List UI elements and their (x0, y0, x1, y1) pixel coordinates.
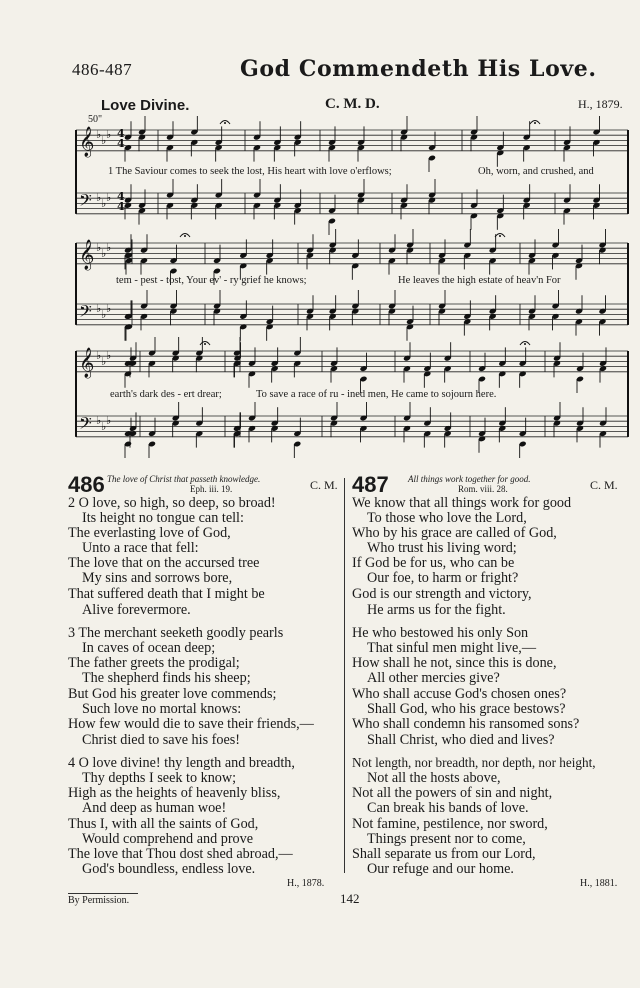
verse-line: 2 O love, so high, so deep, so broad! (68, 495, 276, 511)
verse-line: Things present nor to come, (367, 831, 526, 847)
verse-line: The father greets the prodigal; (68, 655, 240, 671)
verse-line: Unto a race that fell: (82, 540, 199, 556)
verse-line: Not famine, pestilence, nor sword, (352, 816, 548, 832)
lyric-system-3-b: To save a race of ru - ined men, He came to sojourn here. (256, 389, 497, 400)
verse-line: The love that on the accursed tree (68, 555, 260, 571)
verse-line: He arms us for the fight. (367, 602, 506, 618)
flat-icon: ♭ (96, 191, 102, 204)
time-signature: 4 (117, 190, 125, 203)
time-signature: 4 (117, 200, 125, 213)
hymn-487-meter: C. M. (590, 478, 618, 492)
verse-line: If God be for us, who can be (352, 555, 515, 571)
verse-line: Who trust his living word; (367, 540, 517, 556)
verse-line: Not all the powers of sin and night, (352, 785, 553, 801)
flat-icon: ♭ (106, 302, 112, 315)
flat-icon: ♭ (101, 197, 107, 210)
verse-line: Our refuge and our home. (367, 861, 514, 877)
verse-line: Shall Christ, who died and lives? (367, 732, 555, 748)
hymn-486-number: 486 (68, 472, 105, 497)
treble-clef-icon: 𝄞 (79, 348, 95, 378)
flat-icon: ♭ (106, 128, 112, 141)
hymn-487-number: 487 (352, 472, 389, 497)
verse-line: He who bestowed his only Son (352, 625, 529, 641)
tune-name: Love Divine. (101, 97, 190, 114)
time-signature: 4 (117, 127, 125, 140)
flat-icon: ♭ (96, 128, 102, 141)
verse-line: Shall separate us from our Lord, (352, 846, 536, 862)
verse-line: Would comprehend and prove (82, 831, 254, 847)
verse-line: 3 The merchant seeketh goodly pearls (68, 625, 284, 641)
footer-rule (68, 893, 138, 894)
verse-line: God is our strength and victory, (352, 586, 532, 602)
lyric-system-1-a: 1 The Saviour comes to seek the lost, His heart with love o'erflows; (108, 166, 392, 177)
verse-line: How few would die to save their friends,— (68, 716, 314, 732)
verse-line: Can break his bands of love. (367, 800, 529, 816)
verse-line: To those who love the Lord, (367, 510, 527, 526)
fermata-dot (534, 122, 536, 124)
running-head: God Commendeth His Love. (240, 56, 597, 82)
verse-line: Christ died to save his foes! (82, 732, 241, 748)
verse-line: We know that all things work for good (352, 495, 572, 511)
verse-line: Who by his grace are called of God, (352, 525, 557, 541)
flat-icon: ♭ (101, 420, 107, 433)
verse-line: Thy depths I seek to know; (82, 770, 237, 786)
verse-line: In caves of ocean deep; (82, 640, 216, 656)
lyric-system-3-a: earth's dark des - ert drear; (110, 389, 222, 400)
lyric-system-1-b: Oh, worn, and crushed, and (478, 166, 594, 177)
flat-icon: ♭ (96, 241, 102, 254)
hymn-486-reference: Eph. iii. 19. (190, 484, 233, 494)
verse-line: Not all the hosts above, (367, 770, 501, 786)
lyric-system-2-a: tem - pest - tost, Your ev' - ry grief he knows; (116, 275, 307, 286)
fermata-dot (524, 343, 526, 345)
verse-line: And deep as human woe! (82, 800, 227, 816)
bass-clef-icon: 𝄢 (79, 301, 92, 325)
lyric-system-2-b: He leaves the high estate of heav'n For (398, 275, 561, 286)
verse-line: Alive forevermore. (82, 602, 191, 618)
verse-line: But God his greater love commends; (68, 686, 277, 702)
page-range: 486-487 (72, 60, 133, 79)
hymn-486-credit: H., 1878. (287, 878, 325, 889)
verse-line: All other mercies give? (367, 670, 500, 686)
verse-line: Such love no mortal knows: (82, 701, 242, 717)
tune-composer: H., 1879. (578, 97, 623, 111)
permission-note: By Permission. (68, 895, 130, 906)
hymn-486-meter: C. M. (310, 478, 338, 492)
column-divider (344, 478, 345, 873)
verse-line: High as the heights of heavenly bliss, (68, 785, 281, 801)
hymn-487-title: All things work together for good. (408, 474, 531, 484)
flat-icon: ♭ (101, 134, 107, 147)
flat-icon: ♭ (101, 355, 107, 368)
tempo-mark: 50" (88, 114, 103, 125)
hymn-486-title: The love of Christ that passeth knowledge. (107, 474, 261, 484)
fermata-dot (499, 235, 501, 237)
page-number: 142 (340, 891, 360, 906)
tune-meter: C. M. D. (325, 96, 380, 112)
verse-line: That sinful men might live,— (367, 640, 537, 656)
flat-icon: ♭ (96, 414, 102, 427)
verse-line: The love that Thou dost shed abroad,— (68, 846, 293, 862)
flat-icon: ♭ (101, 308, 107, 321)
flat-icon: ♭ (96, 302, 102, 315)
flat-icon: ♭ (106, 191, 112, 204)
bass-clef-icon: 𝄢 (79, 190, 92, 214)
verse-line: The everlasting love of God, (68, 525, 231, 541)
fermata-dot (204, 343, 206, 345)
flat-icon: ♭ (96, 349, 102, 362)
bass-clef-icon: 𝄢 (79, 413, 92, 437)
verse-line: 4 O love divine! thy length and breadth, (68, 755, 295, 771)
verse-line: My sins and sorrows bore, (82, 570, 233, 586)
fermata-dot (224, 122, 226, 124)
verse-line: That suffered death that I might be (68, 586, 265, 602)
verse-line: Its height no tongue can tell: (82, 510, 244, 526)
verse-line: Thus I, with all the saints of God, (68, 816, 259, 832)
flat-icon: ♭ (106, 414, 112, 427)
verse-line: Shall God, who his grace bestows? (367, 701, 566, 717)
flat-icon: ♭ (101, 247, 107, 260)
treble-clef-icon: 𝄞 (79, 127, 95, 157)
flat-icon: ♭ (106, 241, 112, 254)
verse-line: The shepherd finds his sheep; (82, 670, 251, 686)
treble-clef-icon: 𝄞 (79, 240, 95, 270)
verse-line: God's boundless, endless love. (82, 861, 256, 877)
verse-line: Who shall accuse God's chosen ones? (352, 686, 567, 702)
hymn-487-credit: H., 1881. (580, 878, 618, 889)
fermata-dot (184, 235, 186, 237)
hymn-487-reference: Rom. viii. 28. (458, 484, 508, 494)
verse-line: How shall he not, since this is done, (352, 655, 557, 671)
verse-line: Not length, nor breadth, nor depth, nor height, (352, 755, 596, 770)
verse-line: Our foe, to harm or fright? (367, 570, 519, 586)
time-signature: 4 (117, 137, 125, 150)
verse-line: Who shall condemn his ransomed sons? (352, 716, 580, 732)
flat-icon: ♭ (106, 349, 112, 362)
